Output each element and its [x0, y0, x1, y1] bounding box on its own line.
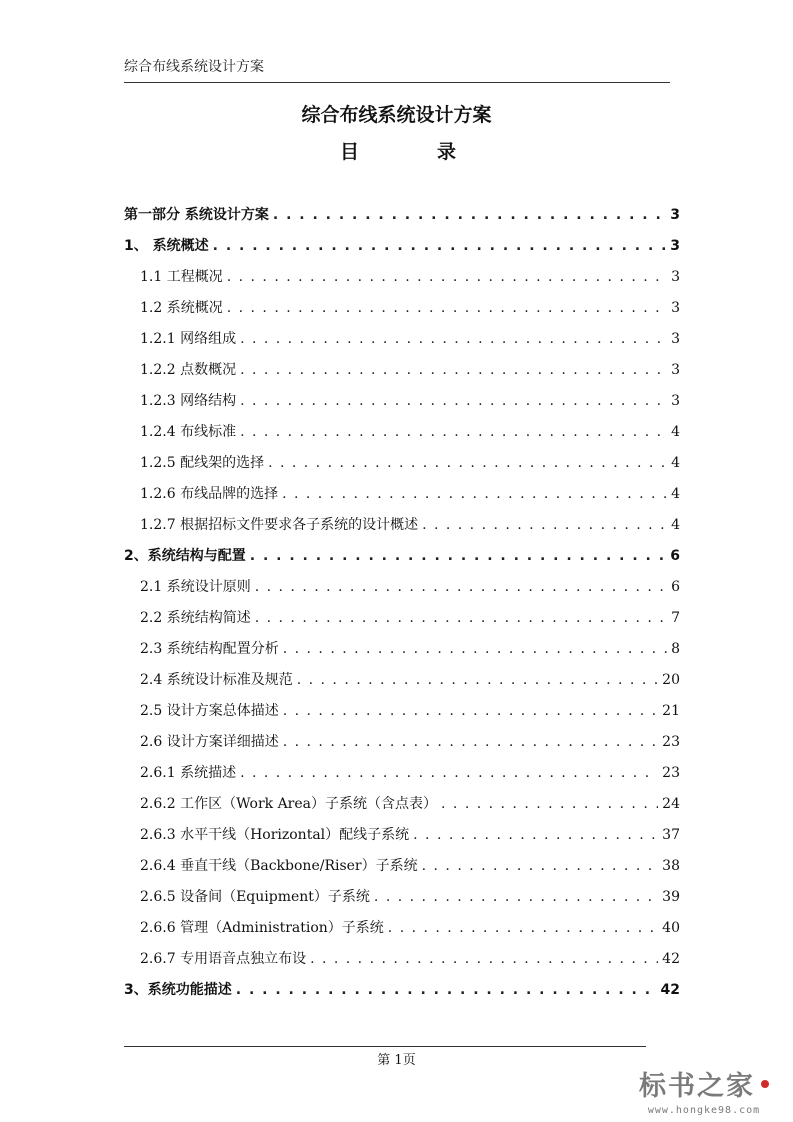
- toc-entry[interactable]: [140, 421, 680, 443]
- toc-leader-dots: [240, 331, 667, 347]
- toc-entry-page: 4: [671, 424, 680, 440]
- toc-entry[interactable]: [124, 979, 680, 1001]
- toc-leader-dots: [250, 548, 667, 564]
- toc-leader-dots: [240, 362, 667, 378]
- toc-entry-page: 6: [671, 579, 680, 595]
- toc-entry-label: 2.6 设计方案详细描述: [140, 734, 279, 750]
- toc-entry-label: 2.6.4 垂直干线（Backbone/Riser）子系统: [140, 858, 418, 874]
- toc-entry[interactable]: [140, 824, 680, 846]
- watermark-name: 标书之家: [639, 1071, 755, 1102]
- toc-leader-dots: [236, 982, 657, 998]
- toc-entry-page: 3: [670, 207, 680, 223]
- toc-entry-label: 2.3 系统结构配置分析: [140, 641, 279, 657]
- toc-entry-page: 3: [671, 393, 680, 409]
- toc-entry-label: 3、系统功能描述: [124, 982, 232, 998]
- toc-leader-dots: [388, 920, 658, 936]
- toc-entry-label: 1.2.6 布线品牌的选择: [140, 486, 279, 502]
- watermark-url: www.hongke98.com: [647, 1105, 761, 1116]
- toc-entry-label: 1.2.5 配线架的选择: [140, 455, 265, 471]
- toc-leader-dots: [374, 889, 658, 905]
- toc-leader-dots: [227, 269, 667, 285]
- toc-entry[interactable]: [140, 359, 680, 381]
- toc-leader-dots: [441, 796, 658, 812]
- toc-entry-page: 4: [671, 486, 680, 502]
- toc-entry[interactable]: [124, 545, 680, 567]
- toc-entry[interactable]: [140, 576, 680, 598]
- watermark-main: [629, 1064, 779, 1103]
- toc-entry[interactable]: [140, 793, 680, 815]
- page-number: 第 1页: [377, 1053, 416, 1068]
- toc-leader-dots: [283, 641, 667, 657]
- toc-entry-page: 23: [662, 734, 680, 750]
- toc-entry-page: 4: [671, 517, 680, 533]
- toc-entry[interactable]: [140, 917, 680, 939]
- toc-entry-label: 2.5 设计方案总体描述: [140, 703, 279, 719]
- toc-entry[interactable]: [124, 235, 680, 257]
- toc-leader-dots: [268, 455, 667, 471]
- toc-entry-label: 2.4 系统设计标准及规范: [140, 672, 293, 688]
- watermark-dot-icon: [761, 1080, 769, 1088]
- watermark-logo: [629, 1064, 779, 1116]
- toc-entry-label: 1.2.3 网络结构: [140, 393, 237, 409]
- toc-leader-dots: [413, 827, 658, 843]
- toc-entry-page: 42: [660, 982, 680, 998]
- toc-leader-dots: [422, 517, 667, 533]
- toc-entry-page: 3: [670, 238, 680, 254]
- footer-divider: [124, 1046, 646, 1047]
- document-title: 综合布线系统设计方案: [301, 104, 492, 126]
- toc-entry-page: 3: [671, 269, 680, 285]
- toc-entry[interactable]: [140, 607, 680, 629]
- toc-entry[interactable]: [140, 452, 680, 474]
- toc-leader-dots: [255, 579, 667, 595]
- toc-entry-page: 3: [671, 331, 680, 347]
- toc-entry-page: 3: [671, 362, 680, 378]
- toc-entry[interactable]: [140, 669, 680, 691]
- toc-leader-dots: [273, 207, 666, 223]
- toc-entry-page: 42: [662, 951, 680, 967]
- toc-entry-label: 1.1 工程概况: [140, 269, 223, 285]
- toc-entry-label: 2.6.7 专用语音点独立布设: [140, 951, 307, 967]
- toc-entry[interactable]: [140, 855, 680, 877]
- toc-leader-dots: [240, 765, 658, 781]
- toc-entry-page: 4: [671, 455, 680, 471]
- toc-leader-dots: [240, 393, 667, 409]
- toc-entry[interactable]: [140, 948, 680, 970]
- toc-entry[interactable]: [140, 266, 680, 288]
- toc-leader-dots: [297, 672, 658, 688]
- toc-entry-label: 1.2.1 网络组成: [140, 331, 237, 347]
- toc-entry-label: 1.2.7 根据招标文件要求各子系统的设计概述: [140, 517, 419, 533]
- toc-entry[interactable]: [140, 483, 680, 505]
- toc-entry-label: 2.6.6 管理（Administration）子系统: [140, 920, 384, 936]
- toc-leader-dots: [240, 424, 667, 440]
- toc-leader-dots: [282, 486, 667, 502]
- toc-entry-label: 1.2.2 点数概况: [140, 362, 237, 378]
- toc-entry[interactable]: [140, 514, 680, 536]
- toc-entry[interactable]: [140, 390, 680, 412]
- toc-entry-page: 39: [662, 889, 680, 905]
- toc-entry-label: 2.6.3 水平干线（Horizontal）配线子系统: [140, 827, 410, 843]
- toc-entry-label: 1.2.4 布线标准: [140, 424, 237, 440]
- toc-entry-label: 2.6.5 设备间（Equipment）子系统: [140, 889, 370, 905]
- toc-entry-page: 7: [671, 610, 680, 626]
- toc-leader-dots: [283, 734, 658, 750]
- toc-entry-page: 6: [670, 548, 680, 564]
- toc-entry[interactable]: [140, 762, 680, 784]
- toc-entry-label: 第一部分 系统设计方案: [124, 207, 269, 223]
- toc-leader-dots: [213, 238, 667, 254]
- toc-title-right: 录: [436, 141, 456, 163]
- toc-entry-page: 20: [662, 672, 680, 688]
- toc-leader-dots: [283, 703, 658, 719]
- toc-title: [340, 137, 456, 164]
- toc-entry-page: 40: [662, 920, 680, 936]
- toc-entry-label: 2.1 系统设计原则: [140, 579, 251, 595]
- toc-entry-page: 8: [671, 641, 680, 657]
- toc-entry-page: 21: [662, 703, 680, 719]
- toc-leader-dots: [310, 951, 658, 967]
- toc-entry[interactable]: [140, 638, 680, 660]
- toc-entry[interactable]: [124, 204, 680, 226]
- page-header: 综合布线系统设计方案: [124, 56, 670, 83]
- toc-entry-label: 1.2 系统概况: [140, 300, 223, 316]
- toc-entry-page: 37: [662, 827, 680, 843]
- toc-entry-page: 38: [662, 858, 680, 874]
- toc-entry[interactable]: [140, 886, 680, 908]
- toc-leader-dots: [227, 300, 667, 316]
- toc-entry-label: 2.2 系统结构简述: [140, 610, 251, 626]
- toc-entry-page: 3: [671, 300, 680, 316]
- toc-entry-label: 2、系统结构与配置: [124, 548, 246, 564]
- toc-entry[interactable]: [140, 731, 680, 753]
- toc-entry-label: 2.6.2 工作区（Work Area）子系统（含点表）: [140, 796, 438, 812]
- toc-entry[interactable]: [140, 297, 680, 319]
- toc-entry[interactable]: [140, 700, 680, 722]
- toc-entry-page: 23: [662, 765, 680, 781]
- toc-entry[interactable]: [140, 328, 680, 350]
- toc-entry-label: 1、 系统概述: [124, 238, 209, 254]
- toc-entry-label: 2.6.1 系统描述: [140, 765, 237, 781]
- toc-leader-dots: [422, 858, 659, 874]
- toc-leader-dots: [255, 610, 667, 626]
- toc-entry-page: 24: [662, 796, 680, 812]
- toc-title-left: 目: [340, 141, 360, 163]
